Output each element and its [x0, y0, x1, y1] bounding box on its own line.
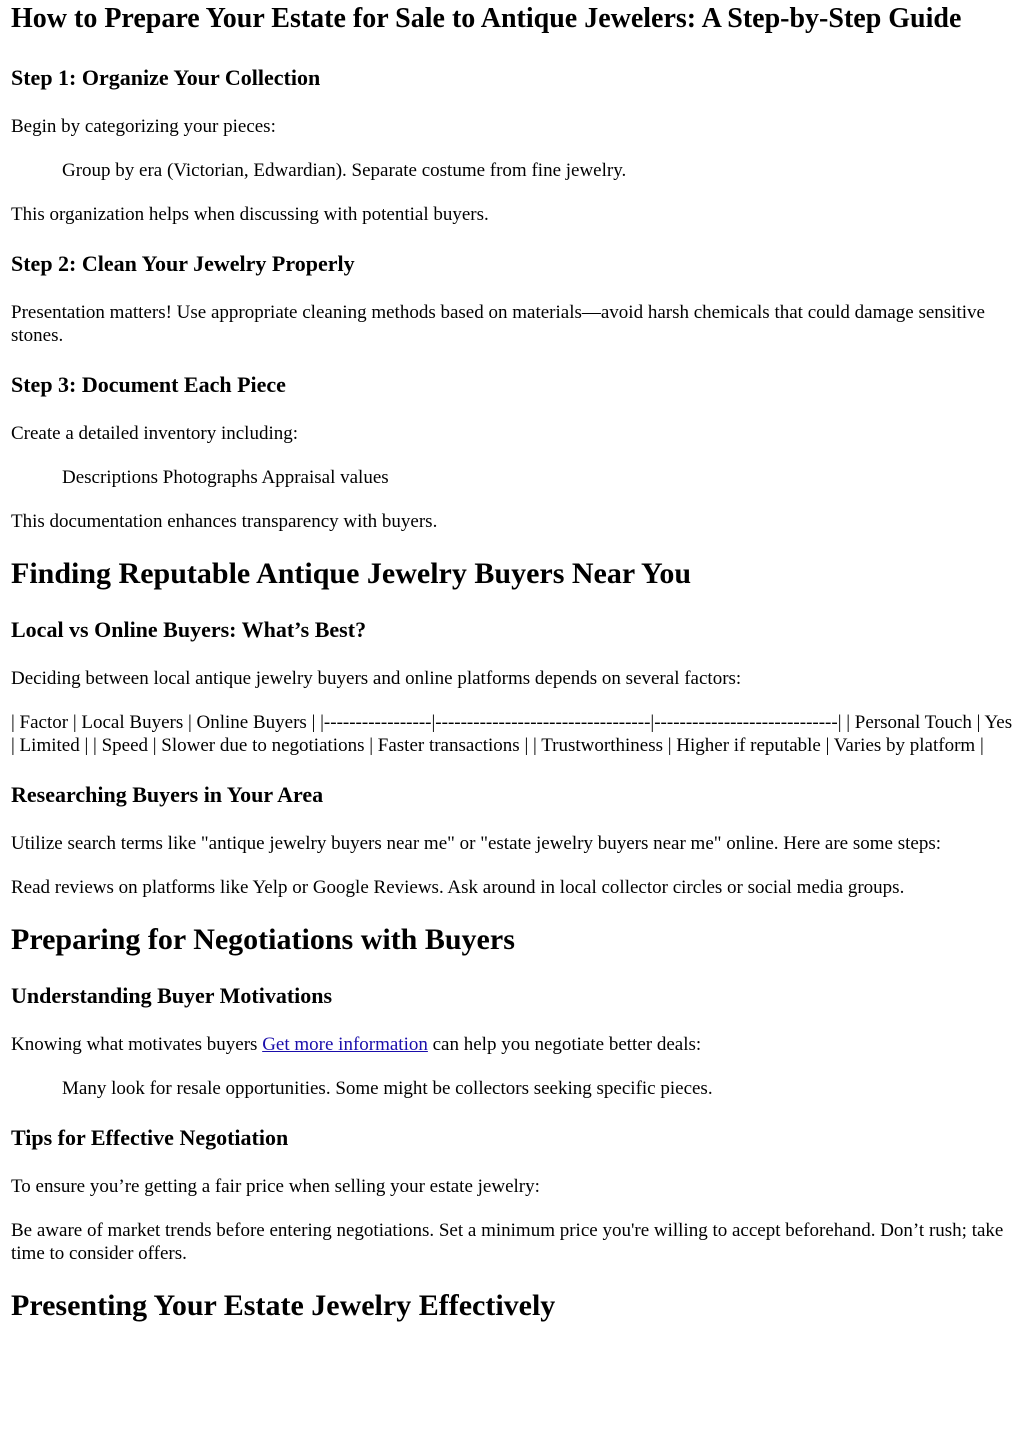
- tips-heading: Tips for Effective Negotiation: [11, 1125, 289, 1150]
- researching-list: Read reviews on platforms like Yelp or Google Reviews. Ask around in local collector circles or social media groups.: [11, 877, 905, 898]
- local-vs-online-intro: Deciding between local antique jewelry buyers and online platforms depends on several factors:: [11, 668, 742, 689]
- negotiations-heading: Preparing for Negotiations with Buyers: [11, 923, 515, 956]
- tips-list: Be aware of market trends before entering negotiations. Set a minimum price you're willing to accept beforehand. Don’t rush; take time to consider offers.: [11, 1220, 1004, 1264]
- finding-heading: Finding Reputable Antique Jewelry Buyers Near You: [11, 557, 692, 590]
- comparison-table-text: | Factor | Local Buyers | Online Buyers | |-----------------|----------------------------------|-----------------------------| | Personal Touch | Yes | Limited | | Speed | Slower due to negotiations | Faster transactions | | Trustworthiness | Higher if reputable | Varies by platform |: [11, 712, 1013, 756]
- motivations-heading: Understanding Buyer Motivations: [11, 983, 333, 1008]
- local-vs-online-heading: Local vs Online Buyers: What’s Best?: [11, 617, 367, 642]
- step3-outro: This documentation enhances transparency with buyers.: [11, 511, 438, 532]
- motivations-list: Many look for resale opportunities. Some might be collectors seeking specific pieces.: [62, 1078, 713, 1099]
- step1-heading: Step 1: Organize Your Collection: [11, 65, 321, 90]
- researching-intro: Utilize search terms like "antique jewelry buyers near me" or "estate jewelry buyers near me" online. Here are some steps:: [11, 833, 941, 854]
- step1-outro: This organization helps when discussing with potential buyers.: [11, 204, 489, 225]
- motivations-text-after: can help you negotiate better deals:: [427, 1034, 702, 1055]
- researching-heading: Researching Buyers in Your Area: [11, 782, 324, 807]
- step2-heading: Step 2: Clean Your Jewelry Properly: [11, 251, 355, 276]
- motivations-text-before: Knowing what motivates buyers: [11, 1034, 263, 1055]
- presenting-heading: Presenting Your Estate Jewelry Effectively: [11, 1289, 556, 1322]
- page-title: How to Prepare Your Estate for Sale to Antique Jewelers: A Step-by-Step Guide: [11, 3, 962, 34]
- tips-intro: To ensure you’re getting a fair price when selling your estate jewelry:: [11, 1176, 540, 1197]
- article: [0, 2, 1024, 1324]
- step2-body: Presentation matters! Use appropriate cleaning methods based on materials—avoid harsh chemicals that could damage sensitive stones.: [11, 302, 985, 346]
- step3-list: Descriptions Photographs Appraisal values: [62, 467, 389, 488]
- step1-list: Group by era (Victorian, Edwardian). Separate costume from fine jewelry.: [62, 160, 627, 181]
- step1-intro: Begin by categorizing your pieces:: [11, 116, 276, 137]
- step3-heading: Step 3: Document Each Piece: [11, 372, 286, 397]
- step3-intro: Create a detailed inventory including:: [11, 423, 299, 444]
- get-more-information-link[interactable]: Get more information: [262, 1034, 428, 1055]
- motivations-text: [11, 1033, 1013, 1056]
